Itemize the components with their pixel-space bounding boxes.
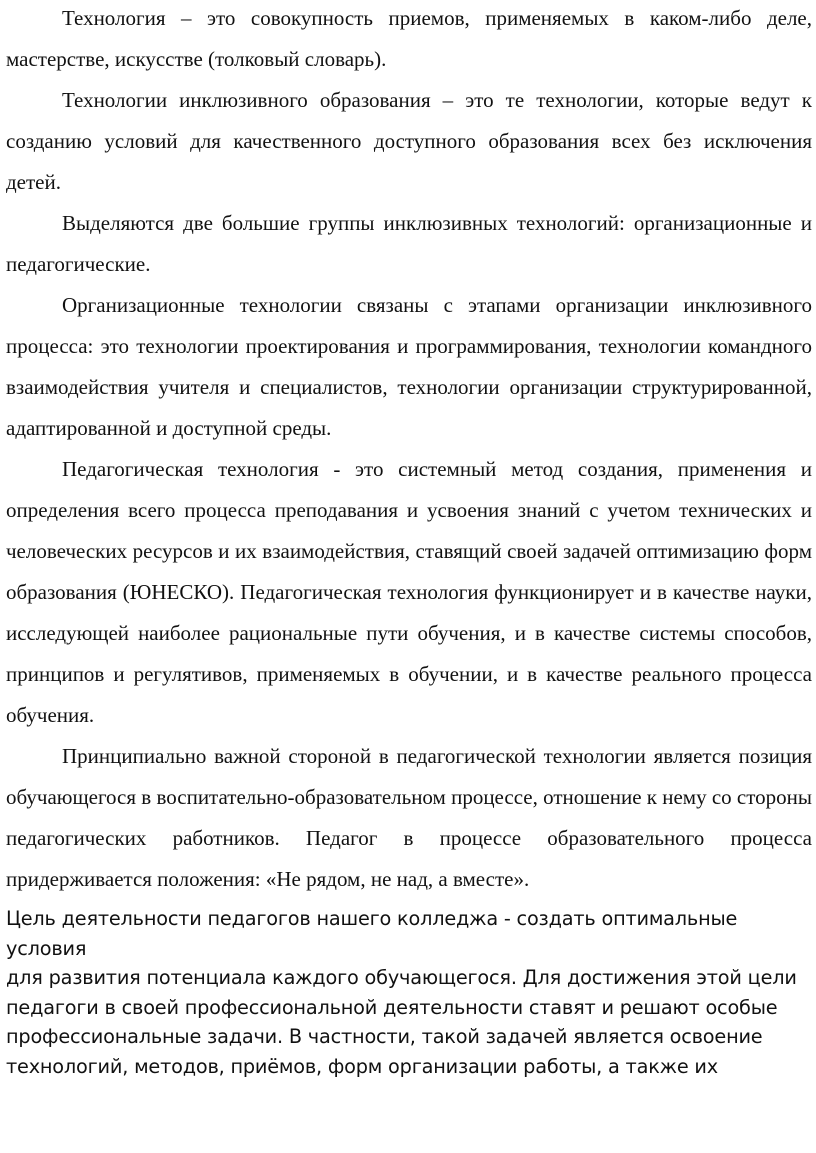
goal-line: профессиональные задачи. В частности, такой задачей является освоение [6, 1025, 763, 1048]
goal-line: педагоги в своей профессиональной деятельности ставят и решают особые [6, 995, 778, 1019]
paragraph-two-groups: Выделяются две большие группы инклюзивных технологий: организационные и педагогические. [6, 211, 812, 276]
college-goal-block [6, 904, 812, 1081]
goal-line: для развития потенциала каждого обучающегося. Для достижения этой цели [6, 966, 797, 989]
paragraph-technology-definition: Технология – это совокупность приемов, применяемых в каком-либо деле, мастерстве, искусстве (толковый словарь). [6, 6, 812, 71]
paragraph-organizational-technologies: Организационные технологии связаны с этапами организации инклюзивного процесса: это технологии проектирования и программирования, технологии командного взаимодействия учителя и специалистов, технологии организации структурированной, адаптированной и доступной среды. [6, 293, 812, 440]
paragraph-inclusive-technologies: Технологии инклюзивного образования – это те технологии, которые ведут к созданию условий для качественного доступного образования всех без исключения детей. [6, 88, 812, 194]
goal-line: Цель деятельности педагогов нашего колледжа - создать оптимальные условия [6, 907, 738, 960]
paragraph-learner-position: Принципиально важной стороной в педагогической технологии является позиция обучающегося в воспитательно-образовательном процессе, отношение к нему со стороны педагогических работников. Педагог в процессе образовательного процесса придерживается положения: «Не рядом, не над, а вместе». [6, 744, 812, 891]
paragraph-pedagogical-technology: Педагогическая технология - это системный метод создания, применения и определения всего процесса преподавания и усвоения знаний с учетом технических и человеческих ресурсов и их взаимодействия, ставящий своей задачей оптимизацию форм образования (ЮНЕСКО). Педагогическая технология функционирует и в качестве науки, исследующей наиболее рациональные пути обучения, и в качестве системы способов, принципов и регулятивов, применяемых в обучении, и в качестве реального процесса обучения. [6, 457, 812, 727]
goal-line: технологий, методов, приёмов, форм организации работы, а также их [6, 1054, 718, 1078]
